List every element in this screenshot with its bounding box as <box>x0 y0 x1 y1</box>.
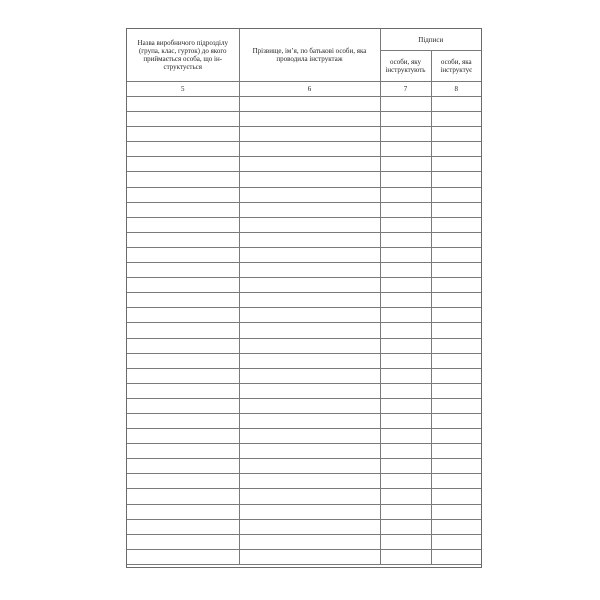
table-cell[interactable] <box>380 202 431 217</box>
table-cell[interactable] <box>239 278 380 293</box>
table-cell[interactable] <box>239 217 380 232</box>
column-number-7: 7 <box>380 82 431 97</box>
table-cell[interactable] <box>239 232 380 247</box>
table-row <box>127 338 481 353</box>
header-department: Назва виробничого підрозділу (група, клас, гурток) до якого приймається особа, що ін- структується <box>127 29 239 82</box>
table-row <box>127 444 481 459</box>
table-cell[interactable] <box>239 338 380 353</box>
table-cell[interactable] <box>431 459 481 474</box>
table-cell[interactable] <box>127 338 239 353</box>
table-cell[interactable] <box>431 127 481 142</box>
table-cell[interactable] <box>380 172 431 187</box>
table-row <box>127 217 481 232</box>
table-cell[interactable] <box>380 534 431 549</box>
table-cell[interactable] <box>380 278 431 293</box>
table-row <box>127 187 481 202</box>
table-cell[interactable] <box>127 429 239 444</box>
table-cell[interactable] <box>380 187 431 202</box>
table-cell[interactable] <box>380 398 431 413</box>
table-row <box>127 157 481 172</box>
table-row <box>127 398 481 413</box>
table-cell[interactable] <box>239 112 380 127</box>
table-row <box>127 353 481 368</box>
table-row <box>127 549 481 564</box>
table-cell[interactable] <box>431 398 481 413</box>
table-cell[interactable] <box>239 534 380 549</box>
table-cell[interactable] <box>239 474 380 489</box>
header-signature-instructor: особи, яка інструктує <box>431 51 481 82</box>
table-row <box>127 247 481 262</box>
table-cell[interactable] <box>239 323 380 338</box>
table-cell[interactable] <box>431 217 481 232</box>
table-cell[interactable] <box>127 112 239 127</box>
table-cell[interactable] <box>239 444 380 459</box>
table-row <box>127 278 481 293</box>
table-cell[interactable] <box>127 293 239 308</box>
table-cell[interactable] <box>239 142 380 157</box>
table-cell[interactable] <box>380 293 431 308</box>
column-number-8: 8 <box>431 82 481 97</box>
table-cell[interactable] <box>239 504 380 519</box>
table-cell[interactable] <box>239 157 380 172</box>
table-cell[interactable] <box>127 187 239 202</box>
table-cell[interactable] <box>380 97 431 112</box>
table-cell[interactable] <box>431 247 481 262</box>
table-cell[interactable] <box>127 459 239 474</box>
table-cell[interactable] <box>127 444 239 459</box>
table-cell[interactable] <box>431 474 481 489</box>
table-cell[interactable] <box>127 504 239 519</box>
table-cell[interactable] <box>239 263 380 278</box>
table-cell[interactable] <box>431 172 481 187</box>
table-cell[interactable] <box>380 444 431 459</box>
instruction-journal-table <box>127 29 481 565</box>
table-row <box>127 504 481 519</box>
table-cell[interactable] <box>127 519 239 534</box>
table-cell[interactable] <box>431 413 481 428</box>
table-cell[interactable] <box>380 549 431 564</box>
table-cell[interactable] <box>127 127 239 142</box>
table-cell[interactable] <box>239 549 380 564</box>
table-cell[interactable] <box>431 308 481 323</box>
table-cell[interactable] <box>431 368 481 383</box>
table-cell[interactable] <box>431 489 481 504</box>
table-cell[interactable] <box>431 444 481 459</box>
table-cell[interactable] <box>431 293 481 308</box>
table-cell[interactable] <box>239 127 380 142</box>
table-cell[interactable] <box>380 232 431 247</box>
table-cell[interactable] <box>380 323 431 338</box>
table-cell[interactable] <box>239 97 380 112</box>
table-cell[interactable] <box>431 278 481 293</box>
table-cell[interactable] <box>380 127 431 142</box>
table-row <box>127 323 481 338</box>
table-row <box>127 293 481 308</box>
table-cell[interactable] <box>127 308 239 323</box>
table-cell[interactable] <box>380 263 431 278</box>
table-cell[interactable] <box>127 97 239 112</box>
table-cell[interactable] <box>431 504 481 519</box>
table-row <box>127 383 481 398</box>
table-row <box>127 263 481 278</box>
table-cell[interactable] <box>380 353 431 368</box>
table-row <box>127 112 481 127</box>
table-cell[interactable] <box>431 383 481 398</box>
table-cell[interactable] <box>431 429 481 444</box>
table-cell[interactable] <box>127 232 239 247</box>
table-cell[interactable] <box>380 157 431 172</box>
table-cell[interactable] <box>239 413 380 428</box>
table-cell[interactable] <box>380 112 431 127</box>
table-cell[interactable] <box>380 142 431 157</box>
table-cell[interactable] <box>239 368 380 383</box>
table-cell[interactable] <box>380 383 431 398</box>
table-row <box>127 519 481 534</box>
table-cell[interactable] <box>239 429 380 444</box>
table-cell[interactable] <box>380 308 431 323</box>
table-cell[interactable] <box>431 112 481 127</box>
table-cell[interactable] <box>127 353 239 368</box>
table-cell[interactable] <box>127 217 239 232</box>
table-cell[interactable] <box>380 504 431 519</box>
table-row <box>127 127 481 142</box>
table-row <box>127 489 481 504</box>
table-row <box>127 413 481 428</box>
table-row <box>127 232 481 247</box>
table-cell[interactable] <box>380 247 431 262</box>
table-cell[interactable] <box>127 157 239 172</box>
table-row <box>127 172 481 187</box>
table-cell[interactable] <box>380 474 431 489</box>
table-cell[interactable] <box>127 534 239 549</box>
column-number-5: 5 <box>127 82 239 97</box>
table-cell[interactable] <box>127 247 239 262</box>
header-signature-instructed: особи, яку інструктують <box>380 51 431 82</box>
table-cell[interactable] <box>239 293 380 308</box>
header-signatures: Підписи <box>380 29 481 51</box>
table-cell[interactable] <box>127 202 239 217</box>
table-cell[interactable] <box>127 383 239 398</box>
table-cell[interactable] <box>431 519 481 534</box>
table-cell[interactable] <box>380 489 431 504</box>
table-cell[interactable] <box>431 97 481 112</box>
table-cell[interactable] <box>380 429 431 444</box>
table-cell[interactable] <box>431 263 481 278</box>
table-cell[interactable] <box>127 474 239 489</box>
table-cell[interactable] <box>239 202 380 217</box>
table-cell[interactable] <box>431 353 481 368</box>
table-cell[interactable] <box>380 413 431 428</box>
journal-page <box>126 28 482 568</box>
table-cell[interactable] <box>239 489 380 504</box>
table-cell[interactable] <box>380 519 431 534</box>
table-cell[interactable] <box>380 459 431 474</box>
table-cell[interactable] <box>239 247 380 262</box>
table-cell[interactable] <box>127 368 239 383</box>
table-row <box>127 308 481 323</box>
table-cell[interactable] <box>127 398 239 413</box>
table-row <box>127 97 481 112</box>
table-cell[interactable] <box>127 142 239 157</box>
table-row <box>127 368 481 383</box>
table-cell[interactable] <box>127 172 239 187</box>
table-cell[interactable] <box>127 263 239 278</box>
table-cell[interactable] <box>431 142 481 157</box>
table-cell[interactable] <box>431 549 481 564</box>
table-cell[interactable] <box>239 308 380 323</box>
table-cell[interactable] <box>239 172 380 187</box>
table-row <box>127 459 481 474</box>
table-cell[interactable] <box>239 398 380 413</box>
table-row <box>127 202 481 217</box>
table-cell[interactable] <box>380 338 431 353</box>
header-instructor-name: Прізвище, ім’я, по батькові особи, яка проводила інструктаж <box>239 29 380 82</box>
table-row <box>127 534 481 549</box>
table-cell[interactable] <box>127 413 239 428</box>
table-row <box>127 142 481 157</box>
column-number-row <box>127 82 481 97</box>
column-number-6: 6 <box>239 82 380 97</box>
table-cell[interactable] <box>127 549 239 564</box>
table-cell[interactable] <box>239 353 380 368</box>
table-cell[interactable] <box>380 217 431 232</box>
table-cell[interactable] <box>239 187 380 202</box>
table-cell[interactable] <box>431 187 481 202</box>
table-cell[interactable] <box>431 338 481 353</box>
table-cell[interactable] <box>431 157 481 172</box>
table-cell[interactable] <box>127 278 239 293</box>
table-cell[interactable] <box>239 383 380 398</box>
table-cell[interactable] <box>239 519 380 534</box>
table-cell[interactable] <box>431 534 481 549</box>
table-cell[interactable] <box>431 323 481 338</box>
table-cell[interactable] <box>431 202 481 217</box>
table-row <box>127 429 481 444</box>
table-cell[interactable] <box>127 323 239 338</box>
table-cell[interactable] <box>380 368 431 383</box>
table-row <box>127 474 481 489</box>
table-cell[interactable] <box>431 232 481 247</box>
table-cell[interactable] <box>239 459 380 474</box>
table-cell[interactable] <box>127 489 239 504</box>
